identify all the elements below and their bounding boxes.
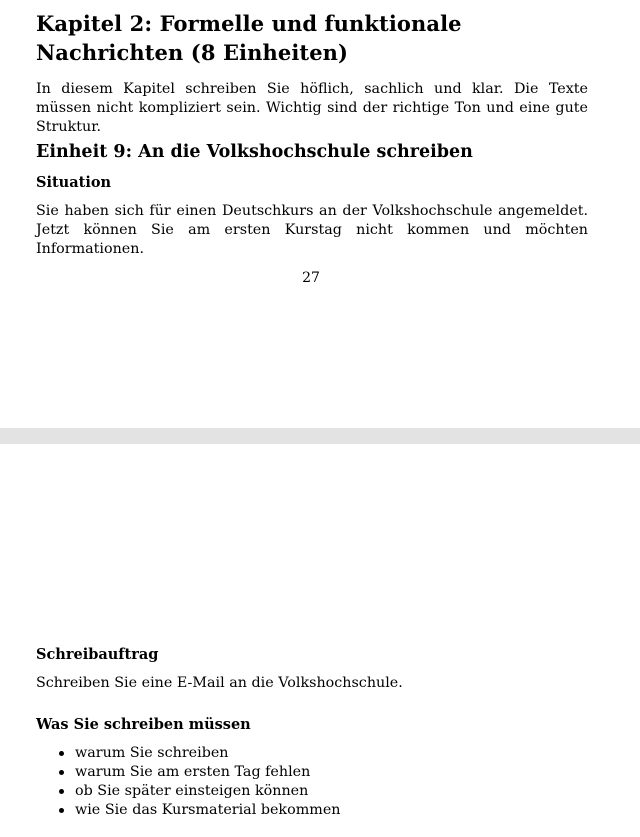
list-item-text: ob Sie später einsteigen können [75, 783, 309, 799]
document-page-28 [0, 444, 640, 837]
situation-heading: Situation [36, 174, 112, 191]
chapter-title: Kapitel 2: Formelle und funktionale Nachrichten (8 Einheiten) [36, 11, 462, 65]
situation-text: Sie haben sich für einen Deutschkurs an der Volkshochschule angemeldet. Jetzt können Sie am ersten Kurstag nicht kommen und möchten Informationen. [36, 203, 588, 257]
task-text: Schreiben Sie eine E-Mail an die Volkshochschule. [36, 675, 403, 691]
bullet-icon [59, 789, 64, 794]
page-separator [0, 428, 640, 444]
list-item [36, 763, 341, 782]
list-item-text: wie Sie das Kursmaterial bekommen [75, 802, 341, 818]
bullet-icon [59, 751, 64, 756]
unit-title: Einheit 9: An die Volkshochschule schreiben [36, 142, 473, 162]
chapter-intro: In diesem Kapitel schreiben Sie höflich, sachlich und klar. Die Texte müssen nicht kompliziert sein. Wichtig sind der richtige Ton und eine gute Struktur. [36, 81, 588, 135]
list-item [36, 744, 341, 763]
page-number: 27 [302, 270, 320, 286]
task-heading: Schreibauftrag [36, 646, 159, 663]
list-item [36, 782, 341, 801]
list-item-text: warum Sie schreiben [75, 745, 229, 761]
requirements-list [36, 744, 341, 820]
requirements-heading: Was Sie schreiben müssen [36, 716, 251, 733]
bullet-icon [59, 770, 64, 775]
list-item [36, 801, 341, 820]
list-item-text: warum Sie am ersten Tag fehlen [75, 764, 311, 780]
bullet-icon [59, 808, 64, 813]
